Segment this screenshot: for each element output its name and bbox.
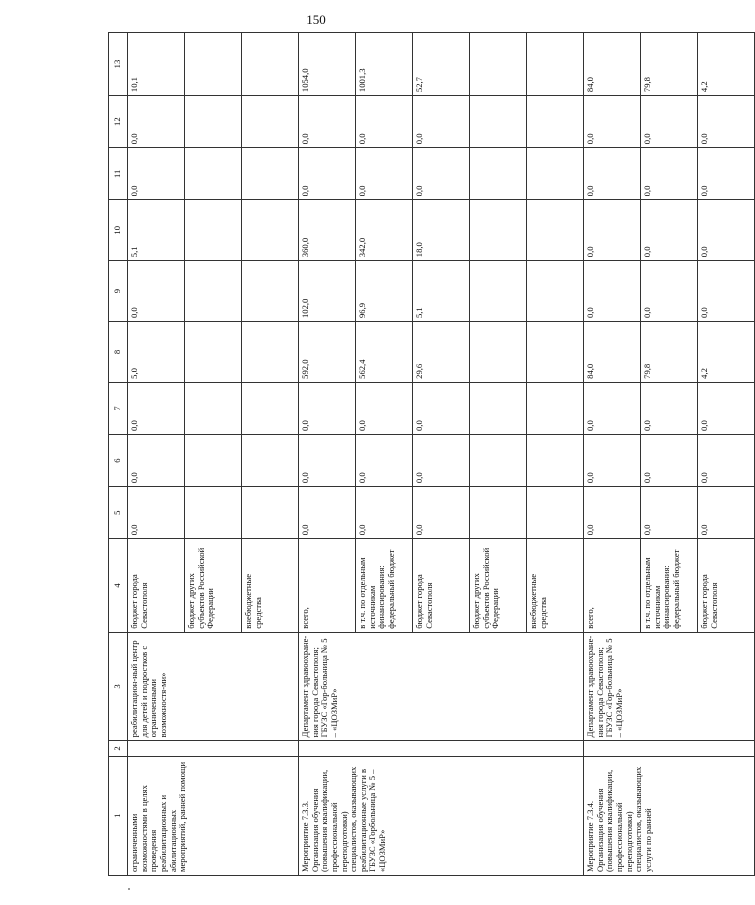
column-2-cell (299, 741, 584, 756)
value-cell (527, 33, 584, 96)
value-cell: 0,0 (128, 487, 185, 539)
value-cell: 0,0 (641, 200, 698, 261)
value-cell (470, 382, 527, 434)
value-cell: 1054,0 (299, 33, 356, 96)
value-cell: 79,8 (641, 322, 698, 383)
header-row (109, 33, 128, 876)
value-cell: 0,0 (356, 96, 413, 148)
value-cell: 0,0 (299, 382, 356, 434)
financing-table (108, 32, 755, 876)
value-cell: 0,0 (128, 96, 185, 148)
value-cell: 96,9 (356, 261, 413, 322)
value-cell: 592,0 (299, 322, 356, 383)
value-cell (242, 382, 299, 434)
value-cell (470, 148, 527, 200)
table-row (299, 33, 356, 876)
value-cell: 0,0 (641, 96, 698, 148)
value-cell (470, 434, 527, 486)
value-cell: 0,0 (356, 382, 413, 434)
value-cell: 0,0 (641, 261, 698, 322)
value-cell (185, 200, 242, 261)
value-cell (527, 322, 584, 383)
value-cell: 0,0 (698, 382, 755, 434)
table-container (108, 32, 719, 876)
value-cell (185, 96, 242, 148)
column-header-7: 7 (109, 382, 128, 434)
value-cell: 0,0 (356, 148, 413, 200)
value-cell: 0,0 (641, 148, 698, 200)
value-cell (242, 96, 299, 148)
column-header-4: 4 (109, 539, 128, 632)
value-cell: 0,0 (128, 148, 185, 200)
value-cell: 342,0 (356, 200, 413, 261)
value-cell: 18,0 (413, 200, 470, 261)
value-cell (470, 33, 527, 96)
value-cell: 0,0 (356, 487, 413, 539)
value-cell (185, 322, 242, 383)
value-cell: 0,0 (641, 434, 698, 486)
value-cell: 0,0 (698, 487, 755, 539)
value-cell: 0,0 (584, 434, 641, 486)
funding-source-cell: бюджет города Севастополя (698, 539, 755, 632)
value-cell: 0,0 (413, 434, 470, 486)
value-cell: 0,0 (698, 96, 755, 148)
value-cell (242, 148, 299, 200)
value-cell (470, 261, 527, 322)
value-cell: 0,0 (299, 487, 356, 539)
column-header-8: 8 (109, 322, 128, 383)
value-cell: 0,0 (584, 382, 641, 434)
value-cell (185, 33, 242, 96)
value-cell: 5,1 (413, 261, 470, 322)
value-cell: 0,0 (128, 261, 185, 322)
page-number: 150 (306, 12, 326, 27)
value-cell (527, 261, 584, 322)
value-cell: 0,0 (698, 261, 755, 322)
value-cell (242, 33, 299, 96)
value-cell (185, 434, 242, 486)
value-cell: 52,7 (413, 33, 470, 96)
value-cell: 0,0 (413, 487, 470, 539)
value-cell: 102,0 (299, 261, 356, 322)
value-cell (527, 96, 584, 148)
value-cell: 0,0 (584, 261, 641, 322)
value-cell: 0,0 (299, 96, 356, 148)
value-cell (185, 382, 242, 434)
value-cell: 0,0 (356, 434, 413, 486)
value-cell: 84,0 (584, 322, 641, 383)
value-cell (242, 434, 299, 486)
column-2-cell (584, 741, 755, 756)
value-cell (527, 434, 584, 486)
value-cell: 0,0 (584, 487, 641, 539)
executor-cell: Департамент здравоохране-ния города Севастополя; ГБУЗС «Гор-больница № 5 – «ЦОЗМиР» (299, 632, 584, 741)
table-row (584, 33, 641, 876)
scan-speck (128, 888, 130, 890)
funding-source-cell: всего, (584, 539, 641, 632)
value-cell: 0,0 (698, 148, 755, 200)
value-cell (185, 148, 242, 200)
value-cell: 0,0 (413, 382, 470, 434)
value-cell: 562,4 (356, 322, 413, 383)
table-row (128, 33, 185, 876)
funding-source-cell: бюджет других субъектов Российской Федерации (470, 539, 527, 632)
value-cell: 0,0 (584, 200, 641, 261)
value-cell (242, 322, 299, 383)
value-cell: 0,0 (413, 148, 470, 200)
column-2-cell (128, 741, 299, 756)
value-cell (527, 148, 584, 200)
value-cell: 0,0 (128, 382, 185, 434)
column-header-6: 6 (109, 434, 128, 486)
funding-source-cell: внебюджетные средства (527, 539, 584, 632)
funding-source-cell: в т.ч. по отдельным источникам финансирования: федеральный бюджет (641, 539, 698, 632)
funding-source-cell: бюджет города Севастополя (128, 539, 185, 632)
column-header-3: 3 (109, 632, 128, 741)
value-cell (527, 487, 584, 539)
value-cell: 5,0 (128, 322, 185, 383)
value-cell: 0,0 (641, 487, 698, 539)
value-cell: 0,0 (299, 434, 356, 486)
value-cell: 0,0 (641, 382, 698, 434)
column-header-11: 11 (109, 148, 128, 200)
column-header-9: 9 (109, 261, 128, 322)
value-cell: 0,0 (299, 148, 356, 200)
funding-source-cell: всего, (299, 539, 356, 632)
value-cell: 0,0 (584, 148, 641, 200)
executor-cell: Департамент здравоохране-ния города Севастополя; ГБУЗС «Гор-больница № 5 – «ЦОЗМиР» (584, 632, 755, 741)
value-cell: 4,2 (698, 33, 755, 96)
value-cell: 0,0 (128, 434, 185, 486)
value-cell (470, 322, 527, 383)
funding-source-cell: бюджет города Севастополя (413, 539, 470, 632)
column-header-12: 12 (109, 96, 128, 148)
value-cell (527, 200, 584, 261)
funding-source-cell: внебюджетные средства (242, 539, 299, 632)
value-cell: 84,0 (584, 33, 641, 96)
value-cell (185, 487, 242, 539)
value-cell (185, 261, 242, 322)
value-cell: 0,0 (698, 434, 755, 486)
value-cell: 0,0 (413, 96, 470, 148)
value-cell: 10,1 (128, 33, 185, 96)
value-cell: 0,0 (698, 200, 755, 261)
value-cell (470, 200, 527, 261)
measure-cell: ограниченными возможностями в целях проведения реабилитационных и абилитационных мероприятий, ранней помощи (128, 756, 299, 875)
value-cell: 4,2 (698, 322, 755, 383)
column-header-5: 5 (109, 487, 128, 539)
column-header-10: 10 (109, 200, 128, 261)
executor-cell: реабилитацион-ный центр для детей и подростков с ограниченными возможностя-ми» (128, 632, 299, 741)
column-header-1: 1 (109, 756, 128, 875)
value-cell (470, 96, 527, 148)
column-header-13: 13 (109, 33, 128, 96)
value-cell (527, 382, 584, 434)
value-cell: 360,0 (299, 200, 356, 261)
value-cell (242, 200, 299, 261)
value-cell (242, 261, 299, 322)
measure-cell: Мероприятие 7.3.3. Организация обучения (повышения квалификации, профессиональной переподготовки) специалистов, оказывающих реабилитационные услуги в ГБУЗС «Горбольница № 5 – «ЦОЗМиР» (299, 756, 584, 875)
funding-source-cell: бюджет других субъектов Российской Федерации (185, 539, 242, 632)
funding-source-cell: в т.ч. по отдельным источникам финансирования: федеральный бюджет (356, 539, 413, 632)
value-cell (470, 487, 527, 539)
value-cell: 0,0 (584, 96, 641, 148)
value-cell: 5,1 (128, 200, 185, 261)
column-header-2: 2 (109, 741, 128, 756)
value-cell (242, 487, 299, 539)
value-cell: 79,8 (641, 33, 698, 96)
measure-cell: Мероприятие 7.3.4. Организация обучения (повышения квалификации, профессиональной переподготовки) специалистов, оказывающих услуги по ранней (584, 756, 755, 875)
value-cell: 29,6 (413, 322, 470, 383)
value-cell: 1001,3 (356, 33, 413, 96)
